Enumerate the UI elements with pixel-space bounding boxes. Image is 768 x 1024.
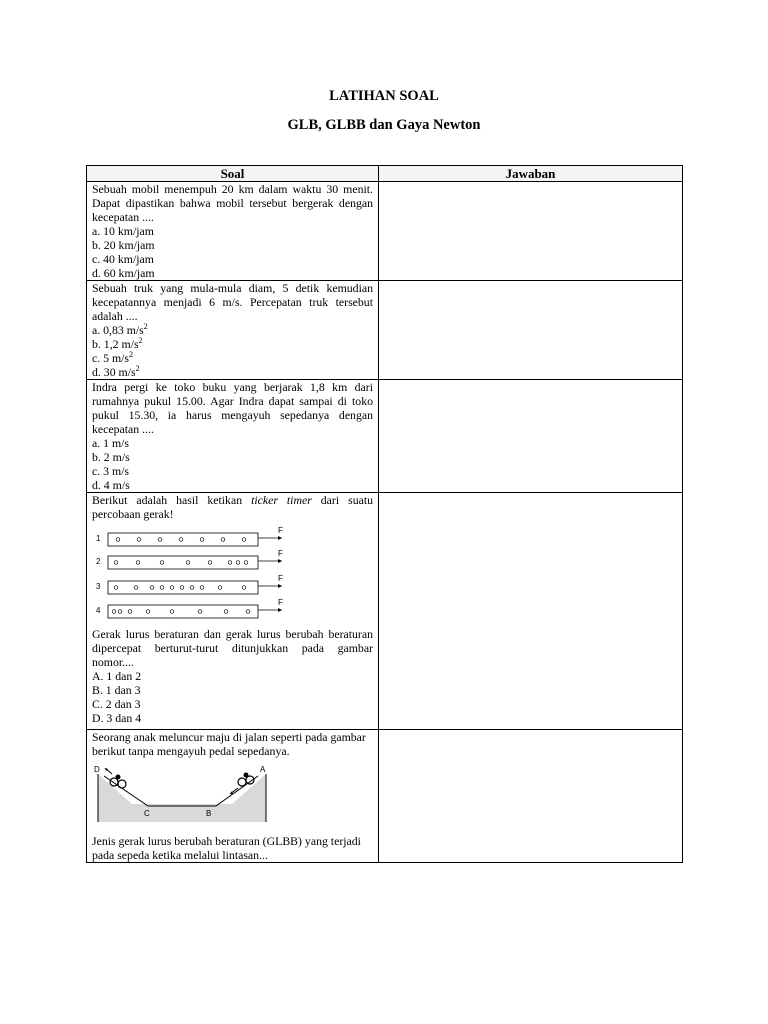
table-header-row (87, 166, 683, 182)
document-subtitle: GLB, GLBB dan Gaya Newton (287, 117, 481, 133)
tape-4 (96, 598, 283, 618)
tape-strip (108, 605, 258, 618)
ticker-dot (218, 586, 222, 590)
force-arrow-head (278, 559, 282, 563)
ticker-dot (246, 610, 250, 614)
option: b. 2 m/s (92, 450, 130, 464)
question-text: Indra pergi ke toko buku yang berjarak 1,8 km dari rumahnya pukul 15.00. Agar Indra dapat sampai di toko pukul 15.30, ia harus mengayuh sepedanya dengan kecepatan .... (92, 380, 373, 436)
point-label-b: B (206, 809, 212, 818)
ticker-dot (116, 538, 120, 542)
question-text: Jenis gerak lurus berubah beraturan (GLBB) yang terjadi pada sepeda ketika melalui lintasan... (92, 834, 361, 862)
ticker-dot (170, 610, 174, 614)
answer-cell-5[interactable] (379, 730, 683, 863)
tape-label: 4 (96, 606, 101, 615)
header-jawaban: Jawaban (379, 166, 683, 182)
option: b. 1,2 $m/s^2$ (92, 336, 143, 351)
ticker-dot (244, 561, 248, 565)
force-arrow-head (278, 584, 282, 588)
answer-cell-3[interactable] (379, 380, 683, 493)
ground-fill (98, 774, 266, 822)
table-row (87, 730, 683, 863)
ticker-timer-term: ticker timer (251, 493, 312, 507)
question-cell-1 (87, 182, 379, 281)
option: D. 3 dan 4 (92, 711, 142, 725)
option: c. 5 $m/s^2$ (92, 350, 134, 365)
ticker-dot (114, 561, 118, 565)
ticker-dot (112, 610, 116, 614)
tape-2 (96, 549, 283, 569)
tape-strip (108, 556, 258, 569)
ticker-dot (160, 561, 164, 565)
ticker-dot (180, 586, 184, 590)
tape-1 (96, 527, 283, 546)
answer-cell-2[interactable] (379, 281, 683, 380)
table-row (87, 380, 683, 493)
option: b. 20 km/jam (92, 238, 155, 252)
question-text: Gerak lurus beraturan dan gerak lurus berubah beraturan dipercepat berturut-turut ditunjukkan pada gambar nomor.... (92, 627, 373, 669)
ticker-dot (146, 610, 150, 614)
tape-3 (96, 574, 283, 594)
header-soal: Soal (87, 166, 379, 182)
ticker-dot (200, 586, 204, 590)
force-label: F (278, 574, 283, 583)
slope-track-figure (92, 764, 272, 826)
ticker-dot (242, 586, 246, 590)
force-arrow-head (278, 608, 282, 612)
option: c. 3 m/s (92, 464, 130, 478)
option: B. 1 dan 3 (92, 683, 141, 697)
ticker-dot (236, 561, 240, 565)
force-label: F (278, 598, 283, 607)
force-arrow-head (278, 536, 282, 540)
force-label: F (278, 527, 283, 535)
answer-cell-4[interactable] (379, 493, 683, 730)
question-table (86, 165, 683, 863)
ticker-dot (158, 538, 162, 542)
ticker-dot (114, 586, 118, 590)
ticker-dot (136, 561, 140, 565)
tape-label: 2 (96, 557, 101, 566)
document-title: LATIHAN SOAL (329, 88, 439, 104)
ticker-dot (137, 538, 141, 542)
ticker-dot (118, 610, 122, 614)
ticker-dot (242, 538, 246, 542)
ticker-dot (190, 586, 194, 590)
point-label-c: C (144, 809, 150, 818)
option: a. 0,83 $m/s^2$ (92, 322, 148, 337)
question-cell-5 (87, 730, 379, 863)
ticker-dot (208, 561, 212, 565)
point-label-d: D (94, 765, 100, 774)
force-label: F (278, 549, 283, 558)
ticker-dot (200, 538, 204, 542)
point-label-a: A (260, 765, 266, 774)
ticker-dot (170, 586, 174, 590)
ticker-dot (221, 538, 225, 542)
answer-cell-1[interactable] (379, 182, 683, 281)
question-cell-3 (87, 380, 379, 493)
question-text: Seorang anak meluncur maju di jalan seperti pada gambar berikut tanpa mengayuh pedal sepedanya. (92, 730, 366, 758)
tape-strip (108, 581, 258, 594)
option: d. 60 km/jam (92, 266, 155, 280)
table-row (87, 493, 683, 730)
question-cell-2 (87, 281, 379, 380)
tape-label: 3 (96, 582, 101, 591)
question-text: Sebuah truk yang mula-mula diam, 5 detik kemudian kecepatannya menjadi 6 m/s. Percepatan truk tersebut adalah .... (92, 281, 373, 323)
ticker-dot (150, 586, 154, 590)
ticker-dot (228, 561, 232, 565)
ticker-dot (179, 538, 183, 542)
question-cell-4 (87, 493, 379, 730)
table-row (87, 182, 683, 281)
option: a. 1 m/s (92, 436, 130, 450)
ticker-dot (198, 610, 202, 614)
option: A. 1 dan 2 (92, 669, 142, 683)
tape-label: 1 (96, 534, 101, 543)
question-intro: Berikut adalah hasil ketikan ticker timer dari suatu percobaan gerak! (92, 493, 374, 521)
ticker-dot (160, 586, 164, 590)
option: d. 30 $m/s^2$ (92, 364, 140, 379)
question-text: Sebuah mobil menempuh 20 km dalam waktu 30 menit. Dapat dipastikan bahwa mobil tersebut bergerak dengan kecepatan .... (92, 182, 373, 224)
option: C. 2 dan 3 (92, 697, 141, 711)
ticker-dot (134, 586, 138, 590)
ticker-dot (186, 561, 190, 565)
option: a. 10 km/jam (92, 224, 154, 238)
table-row (87, 281, 683, 380)
ticker-dot (128, 610, 132, 614)
option: d. 4 m/s (92, 478, 130, 492)
ticker-tape-figure (92, 527, 292, 619)
ticker-dot (224, 610, 228, 614)
option: c. 40 km/jam (92, 252, 154, 266)
